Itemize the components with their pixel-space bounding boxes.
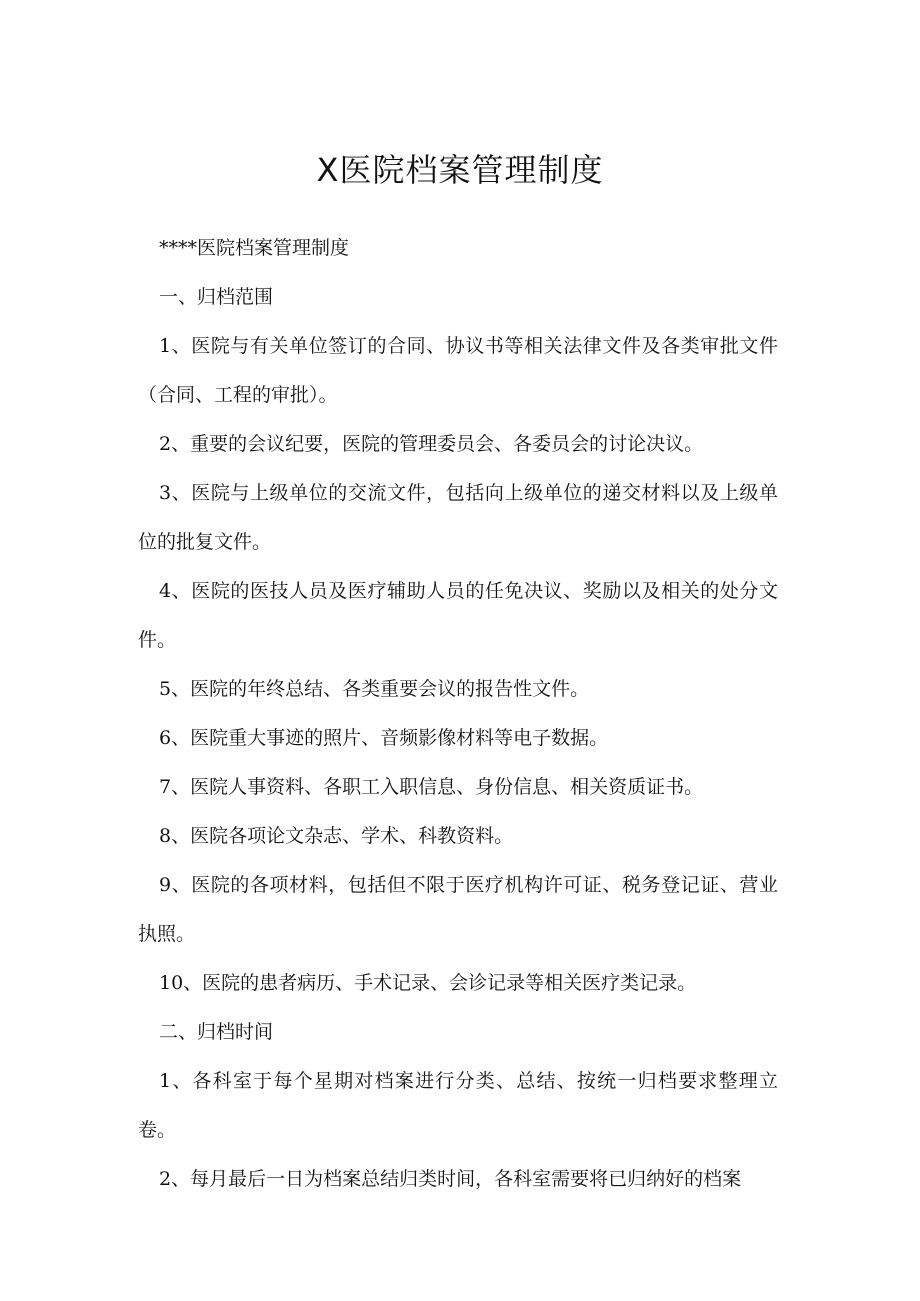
paragraph-scope-4: 4、医院的医技人员及医疗辅助人员的任免决议、奖励以及相关的处分文件。 xyxy=(138,580,778,651)
paragraph-scope-3: 3、医院与上级单位的交流文件，包括向上级单位的递交材料以及上级单位的批复文件。 xyxy=(138,482,778,553)
paragraph-time-2: 2、每月最后一日为档案总结归类时间，各科室需要将已归纳好的档案 xyxy=(159,1168,742,1190)
paragraph-scope-9: 9、医院的各项材料，包括但不限于医疗机构许可证、税务登记证、营业执照。 xyxy=(138,874,778,945)
paragraph-time-1: 1、各科室于每个星期对档案进行分类、总结、按统一归档要求整理立卷。 xyxy=(138,1070,778,1141)
paragraph-scope-7: 7、医院人事资料、各职工入职信息、身份信息、相关资质证书。 xyxy=(159,776,704,798)
document-body xyxy=(138,224,778,1204)
paragraph-scope-6: 6、医院重大事迹的照片、音频影像材料等电子数据。 xyxy=(159,727,609,749)
paragraph-scope-10: 10、医院的患者病历、手术记录、会诊记录等相关医疗类记录。 xyxy=(159,972,697,994)
section-heading-archive-scope: 一、归档范围 xyxy=(159,286,274,308)
paragraph-subtitle: ****医院档案管理制度 xyxy=(159,237,350,259)
document-title: X医院档案管理制度 xyxy=(316,151,604,189)
paragraph-scope-1: 1、医院与有关单位签订的合同、协议书等相关法律文件及各类审批文件（合同、工程的审批）。 xyxy=(138,335,778,406)
paragraph-scope-8: 8、医院各项论文杂志、学术、科教资料。 xyxy=(159,825,514,847)
paragraph-scope-5: 5、医院的年终总结、各类重要会议的报告性文件。 xyxy=(159,678,590,700)
section-heading-archive-time: 二、归档时间 xyxy=(159,1021,274,1043)
paragraph-scope-2: 2、重要的会议纪要，医院的管理委员会、各委员会的讨论决议。 xyxy=(159,433,704,455)
